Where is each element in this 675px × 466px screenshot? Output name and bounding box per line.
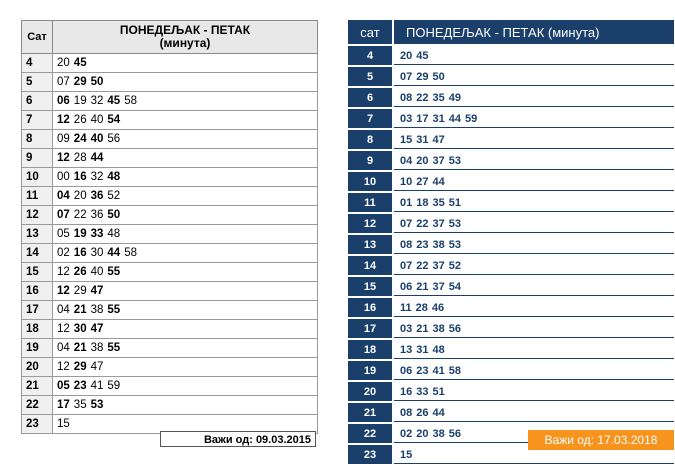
old-row [22,130,318,149]
new-minute: 13 [400,343,413,356]
new-minute: 07 [400,217,413,230]
new-minute: 44 [432,175,445,188]
new-minute: 54 [448,280,461,293]
old-minute: 16 [73,171,87,183]
old-minute: 17 [57,399,70,411]
old-minute: 52 [107,190,121,202]
old-minute: 16 [73,247,87,259]
old-row-hour: 9 [22,149,53,168]
old-minute: 04 [57,342,70,354]
new-row-minutes [394,298,674,317]
new-minute: 44 [448,112,461,125]
old-minute: 21 [73,304,87,316]
new-row [348,382,674,401]
old-minute: 47 [90,285,104,297]
old-row [22,358,318,377]
new-minute: 58 [448,364,461,377]
new-minute: 53 [448,238,461,251]
new-minute: 03 [400,322,413,335]
old-minute: 07 [57,76,70,88]
new-minute: 52 [448,259,461,272]
old-minute: 33 [90,228,104,240]
old-row [22,225,318,244]
old-minute: 29 [73,361,87,373]
old-row [22,377,318,396]
new-row-minutes [394,382,674,401]
new-row [348,340,674,359]
old-minute: 45 [107,95,121,107]
new-row-hour: 17 [348,319,394,338]
new-row-hour: 14 [348,256,394,275]
new-row-minutes [394,46,674,65]
old-minute: 24 [73,133,87,145]
new-row [348,298,674,317]
old-minute: 28 [73,152,87,164]
new-minute: 08 [400,238,413,251]
new-row-hour: 16 [348,298,394,317]
new-row-hour: 10 [348,172,394,191]
old-valid-from: Важи од: 09.03.2015 [160,431,316,447]
old-minute: 12 [57,285,70,297]
old-minute: 38 [90,304,104,316]
new-minute: 23 [416,238,429,251]
old-row-hour: 7 [22,111,53,130]
new-minute: 01 [400,196,413,209]
old-row [22,339,318,358]
new-minute: 59 [465,112,478,125]
new-minute: 53 [448,154,461,167]
new-row-hour: 23 [348,445,394,464]
old-minute: 44 [107,247,121,259]
new-minute: 22 [416,259,429,272]
old-minute: 22 [73,209,87,221]
old-hour-header: Сат [22,21,53,54]
new-minute: 47 [432,133,445,146]
new-row-hour: 8 [348,130,394,149]
new-row-hour: 19 [348,361,394,380]
new-row-hour: 7 [348,109,394,128]
old-row-hour: 21 [22,377,53,396]
new-minute: 50 [432,70,445,83]
old-row-minutes [53,377,318,396]
new-header-row [348,20,674,44]
new-row [348,214,674,233]
old-row-minutes [53,92,318,111]
old-minute: 05 [57,228,70,240]
old-row [22,73,318,92]
new-row-minutes [394,67,674,86]
new-row-hour: 11 [348,193,394,212]
old-minute: 38 [90,342,104,354]
new-minute: 26 [416,406,429,419]
new-row-hour: 9 [348,151,394,170]
old-minute: 45 [73,57,87,69]
new-row [348,319,674,338]
old-row-minutes [53,301,318,320]
old-minute: 12 [57,114,70,126]
new-minute: 53 [448,217,461,230]
new-minute: 18 [416,196,429,209]
new-minute: 15 [400,133,413,146]
old-row-minutes [53,149,318,168]
new-minute: 51 [448,196,461,209]
old-minute: 00 [57,171,70,183]
new-minute: 29 [416,70,429,83]
old-minute: 32 [90,171,104,183]
new-minute: 45 [416,49,429,62]
new-minute: 37 [432,280,445,293]
new-minute: 20 [416,427,429,440]
old-row-minutes [53,396,318,415]
new-row [348,256,674,275]
old-minute: 02 [57,247,70,259]
new-minute: 08 [400,91,413,104]
old-minutes-header-title: ПОНЕДЕЉАК - ПЕТАК [119,23,251,37]
new-row [348,277,674,296]
old-minute: 15 [57,418,70,430]
new-row-hour: 4 [348,46,394,65]
new-row [348,88,674,107]
new-row-minutes [394,172,674,191]
new-minute: 31 [416,343,429,356]
old-minute: 56 [107,133,121,145]
new-row [348,151,674,170]
new-minute: 10 [400,175,413,188]
new-minute: 08 [400,406,413,419]
new-minute: 44 [432,406,445,419]
old-minute: 04 [57,304,70,316]
new-row-minutes [394,151,674,170]
old-row-hour: 17 [22,301,53,320]
old-minute: 29 [73,76,87,88]
new-minute: 21 [416,322,429,335]
old-row-hour: 6 [22,92,53,111]
new-row-hour: 15 [348,277,394,296]
new-minute: 56 [448,427,461,440]
old-row [22,206,318,225]
old-row [22,301,318,320]
old-row-hour: 8 [22,130,53,149]
old-minute: 30 [73,323,87,335]
old-row-minutes [53,339,318,358]
old-minute: 12 [57,323,70,335]
new-minute: 38 [432,238,445,251]
new-row-minutes [394,319,674,338]
old-row-minutes [53,111,318,130]
new-row [348,130,674,149]
new-minute: 02 [400,427,413,440]
new-minute: 38 [432,322,445,335]
old-minute: 58 [124,247,137,259]
new-row [348,172,674,191]
old-row [22,396,318,415]
old-row [22,92,318,111]
old-minute: 40 [90,133,104,145]
old-minute: 19 [73,95,87,107]
old-minute: 26 [73,266,87,278]
new-minute: 15 [400,448,413,461]
old-minute: 36 [90,209,104,221]
new-minute: 51 [432,385,445,398]
new-minute: 27 [416,175,429,188]
old-row [22,263,318,282]
new-minute: 31 [432,112,445,125]
old-minute: 20 [73,190,87,202]
old-minutes-header [53,21,318,54]
old-row-hour: 15 [22,263,53,282]
new-minute: 23 [416,364,429,377]
old-minute: 21 [73,342,87,354]
old-row-minutes [53,282,318,301]
new-row-hour: 20 [348,382,394,401]
old-row [22,320,318,339]
old-row-minutes [53,358,318,377]
old-minute: 19 [73,228,87,240]
old-minute: 05 [57,380,70,392]
new-minute: 41 [432,364,445,377]
old-row-hour: 10 [22,168,53,187]
old-minute: 41 [90,380,104,392]
new-minute: 35 [432,196,445,209]
old-row-hour: 18 [22,320,53,339]
new-minute: 07 [400,70,413,83]
new-minute: 38 [432,427,445,440]
new-minute: 17 [416,112,429,125]
new-row-minutes [394,130,674,149]
old-row-minutes [53,187,318,206]
old-minute: 12 [57,266,70,278]
old-minute: 06 [57,95,70,107]
new-minute: 48 [432,343,445,356]
new-row [348,109,674,128]
old-minute: 48 [107,228,121,240]
new-minute: 37 [432,217,445,230]
new-minute: 31 [416,133,429,146]
new-minute: 04 [400,154,413,167]
old-row [22,149,318,168]
new-row-minutes [394,235,674,254]
old-row-hour: 22 [22,396,53,415]
old-row [22,187,318,206]
old-row-hour: 20 [22,358,53,377]
new-minute: 22 [416,91,429,104]
old-minute: 29 [73,285,87,297]
new-valid-from: Важи од: 17.03.2018 [528,430,674,450]
old-row-minutes [53,244,318,263]
new-row [348,403,674,422]
old-row [22,54,318,73]
new-hour-header: сат [348,20,394,44]
old-row-hour: 14 [22,244,53,263]
new-minute: 21 [416,280,429,293]
old-minute: 12 [57,152,70,164]
old-row-minutes [53,225,318,244]
old-minute: 32 [90,95,104,107]
new-row-hour: 21 [348,403,394,422]
old-minute: 20 [57,57,70,69]
old-minute: 50 [107,209,121,221]
new-row-hour: 18 [348,340,394,359]
new-row-minutes [394,214,674,233]
new-row-minutes [394,340,674,359]
old-row-minutes [53,168,318,187]
new-minute: 22 [416,217,429,230]
old-minute: 53 [90,399,104,411]
old-row [22,244,318,263]
old-timetable-body [22,54,318,434]
old-minute: 59 [107,380,121,392]
new-row-hour: 5 [348,67,394,86]
new-minute: 37 [432,259,445,272]
new-minutes-header: ПОНЕДЕЉАК - ПЕТАК (минута) [394,20,674,44]
new-row-hour: 6 [348,88,394,107]
old-minute: 04 [57,190,70,202]
new-row-minutes [394,277,674,296]
old-row-hour: 23 [22,415,53,434]
new-row-minutes [394,109,674,128]
new-row [348,235,674,254]
old-minute: 09 [57,133,70,145]
new-minute: 06 [400,364,413,377]
new-row-hour: 12 [348,214,394,233]
old-row-hour: 13 [22,225,53,244]
old-minute: 50 [90,76,104,88]
new-minute: 56 [448,322,461,335]
new-minute: 16 [400,385,413,398]
old-row-minutes [53,73,318,92]
new-minute: 35 [432,91,445,104]
old-row-hour: 12 [22,206,53,225]
old-minute: 40 [90,266,104,278]
old-timetable [21,20,318,434]
new-minute: 49 [448,91,461,104]
old-minute: 47 [90,361,104,373]
new-row-minutes [394,361,674,380]
new-row-minutes [394,403,674,422]
old-row-hour: 5 [22,73,53,92]
old-minute: 23 [73,380,87,392]
new-minute: 28 [415,301,428,314]
new-timetable [348,18,674,466]
old-minute: 55 [107,342,121,354]
old-minute: 26 [73,114,87,126]
old-minute: 47 [90,323,104,335]
old-row-minutes [53,206,318,225]
new-minute: 06 [400,280,413,293]
new-minute: 07 [400,259,413,272]
new-row-minutes [394,256,674,275]
new-minute: 03 [400,112,413,125]
old-row-hour: 16 [22,282,53,301]
old-row-hour: 11 [22,187,53,206]
new-timetable-body [348,46,674,464]
new-minute: 11 [400,301,412,314]
old-minute: 40 [90,114,104,126]
new-row [348,67,674,86]
old-row-minutes [53,54,318,73]
old-minute: 48 [107,171,121,183]
old-row-hour: 19 [22,339,53,358]
old-row-minutes [53,263,318,282]
new-minute: 20 [416,154,429,167]
new-row-hour: 22 [348,424,394,443]
old-minute: 07 [57,209,70,221]
old-minute: 55 [107,266,121,278]
new-row [348,193,674,212]
old-minute: 36 [90,190,104,202]
old-minute: 54 [107,114,121,126]
new-minute: 37 [432,154,445,167]
new-minute: 20 [400,49,413,62]
old-row-hour: 4 [22,54,53,73]
new-row-minutes [394,88,674,107]
old-row [22,282,318,301]
old-minute: 44 [90,152,104,164]
new-row [348,361,674,380]
new-minute: 33 [416,385,429,398]
new-minute: 46 [431,301,445,314]
old-minute: 55 [107,304,121,316]
old-minute: 58 [124,95,137,107]
old-row-minutes [53,130,318,149]
old-minute: 35 [73,399,87,411]
old-header-row [22,21,318,54]
old-minute: 30 [90,247,104,259]
old-row [22,111,318,130]
new-row-minutes [394,193,674,212]
old-minute: 12 [57,361,70,373]
old-row [22,168,318,187]
new-row [348,46,674,65]
old-row-minutes [53,320,318,339]
old-minutes-header-unit: (минута) [159,36,211,50]
new-row-hour: 13 [348,235,394,254]
